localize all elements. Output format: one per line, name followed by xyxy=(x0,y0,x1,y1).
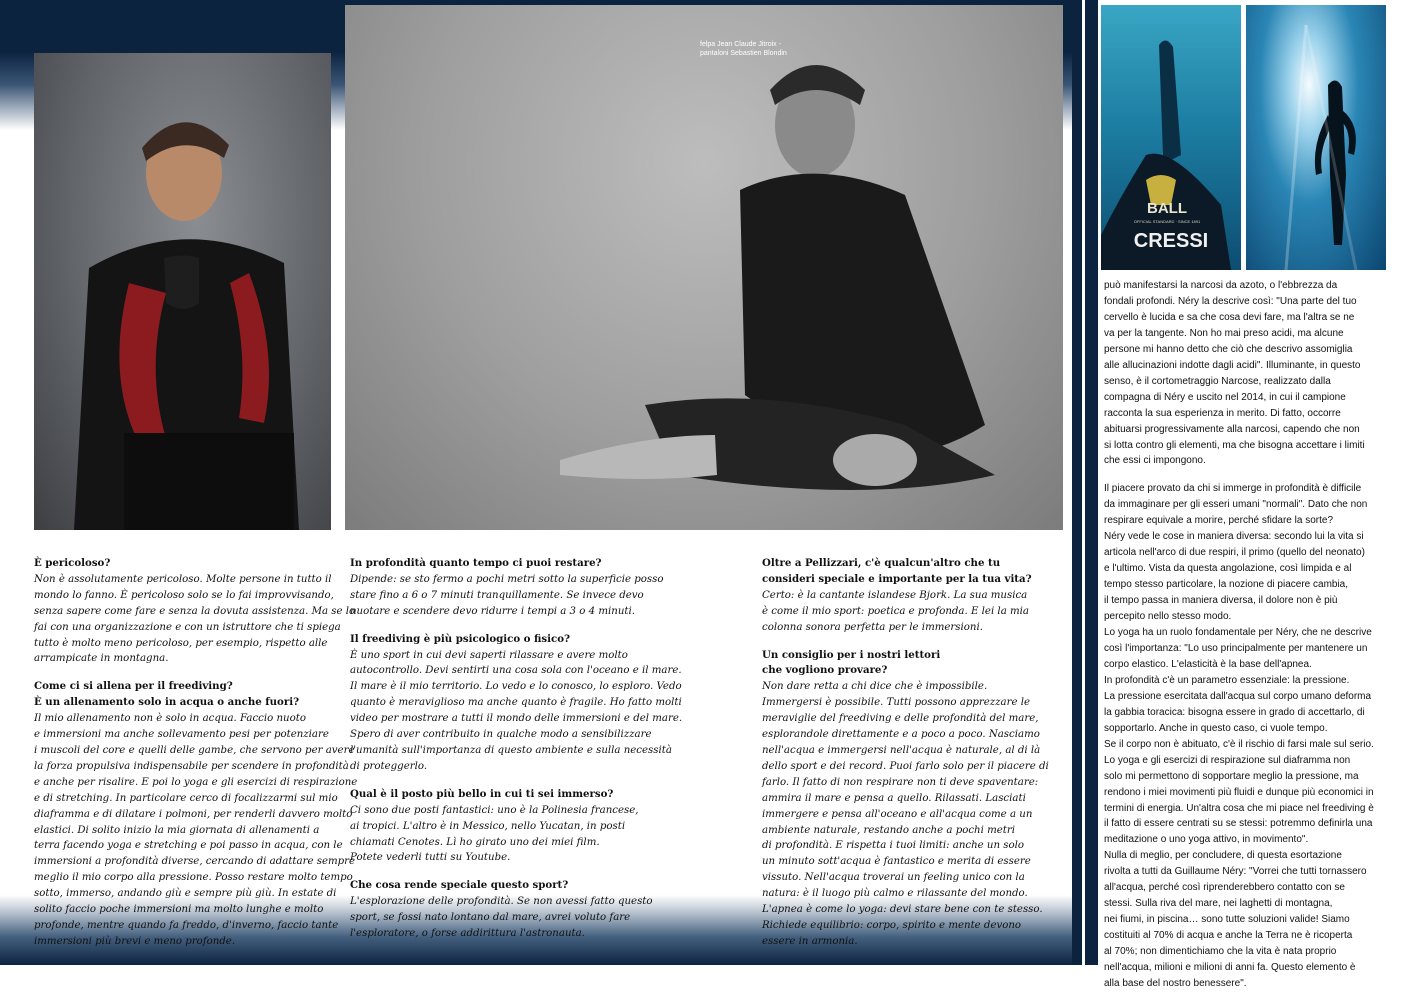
text-line: autocontrollo. Devi sentirti una cosa sola con l'oceano e il mare. xyxy=(350,665,682,677)
text-line: costituiti al 70% di acqua e anche la Terra ne è ricoperta xyxy=(1104,930,1353,942)
text-line: senza sapere come fare e senza la dovuta assistenza. Ma se lo xyxy=(34,605,356,617)
ball-logo: BALL xyxy=(1147,200,1187,217)
paragraph-gap xyxy=(1104,469,1404,481)
text-line: i muscoli del core e quelli delle gambe, che servono per avere xyxy=(34,744,355,756)
text-line: esplorandole direttamente e a poco a poco. Nasciamo xyxy=(762,729,1040,741)
text-line: rendono i miei movimenti più fluidi e dunque più economici in xyxy=(1104,786,1374,798)
text-line: dello sport e dei record. Puoi farlo solo per il piacere di xyxy=(762,760,1049,772)
paragraph-gap xyxy=(34,667,344,679)
text-line: senso, è il cortometraggio Narcose, realizzato dalla xyxy=(1104,375,1331,387)
portrait-photo-red-jacket xyxy=(34,53,331,530)
interview-column-2 xyxy=(350,556,683,942)
text-line: È pericoloso? xyxy=(34,557,111,569)
text-line: farlo. Il fatto di non respirare non ti deve spaventare: xyxy=(762,776,1039,788)
text-line: video per mostrare a tutti il mondo delle immersioni e del mare. xyxy=(350,713,683,725)
text-line: Richiede equilibrio: corpo, spirito e mente devono xyxy=(762,919,1022,931)
text-line: il fatto di essere centrati su se stessi: potremmo definirla una xyxy=(1104,818,1373,830)
text-line: ammira il mare e pensa a quello. Rilassati. Lasciati xyxy=(762,792,1026,804)
text-line: respirare equivale a morire, perché sfidare la sorte? xyxy=(1104,515,1333,527)
interview-question xyxy=(762,556,1062,588)
text-line: Che cosa rende speciale questo sport? xyxy=(350,879,569,892)
interview-answer xyxy=(34,711,358,950)
text-line: nuotare e scendere devo ridurre i tempi a 3 o 4 minuti. xyxy=(350,605,635,617)
text-line: immergere e pensa all'oceano e all'acqua come a un xyxy=(762,808,1033,820)
text-line: arrampicate in montagna. xyxy=(34,653,169,665)
text-line: Dipende: se sto fermo a pochi metri sotto la superficie posso xyxy=(350,573,664,585)
interview-question xyxy=(34,556,344,572)
article-paragraph xyxy=(1104,278,1404,469)
text-line: così l'importanza: "Lo uso principalmente per mantenere un xyxy=(1104,642,1368,654)
text-line: Nulla di meglio, per concludere, di questa esortazione xyxy=(1104,850,1342,862)
text-line: solito faccio poche immersioni ma molto lunghe e molto xyxy=(34,904,324,916)
text-line: all'acqua, perché così riprenderebbero contatto con se xyxy=(1104,882,1345,894)
paragraph-gap xyxy=(350,866,650,878)
text-line: elastici. Di solito inizio la mia giornata di allenamenti a xyxy=(34,824,320,836)
text-line: consideri speciale e importante per la tua vita? xyxy=(762,572,1032,585)
interview-question xyxy=(350,556,650,572)
text-line: Néry vede le cose in maniera diversa: secondo lui la vita si xyxy=(1104,531,1364,543)
text-line: sotto, immerso, andando giù e sempre più giù. In estate di xyxy=(34,888,337,900)
text-line: cervello è lucida e sa che cosa devi fare, ma l'altra se ne xyxy=(1104,311,1355,323)
text-line: nell'acqua, milioni e milioni di anni fa. Questo elemento è xyxy=(1104,962,1356,974)
text-line: e l'ultimo. Vista da questa angolazione, così limpida e al xyxy=(1104,563,1352,575)
text-line: Lo yoga ha un ruolo fondamentale per Néry, che ne descrive xyxy=(1104,627,1372,639)
interview-answer xyxy=(350,803,650,867)
photo-caption-2 xyxy=(700,41,787,58)
text-line: essere in armonia. xyxy=(762,935,858,947)
caption-line: felpa Jean Claude Jitroix - xyxy=(700,41,781,48)
text-line: di profondità. E rispetta i tuoi limiti: anche un solo xyxy=(762,840,1025,852)
text-line: da immaginare per gli esseri umani "normali". Dato che non xyxy=(1104,499,1368,511)
text-line: persone mi hanno detto che ciò che descrivo assomiglia xyxy=(1104,343,1353,355)
ball-subtext: OFFICIAL STANDARD · SINCE 1891 xyxy=(1133,219,1201,224)
text-line: al 70%; non dimentichiamo che la vita è nata proprio xyxy=(1104,946,1337,958)
text-line: percepito nello stesso modo. xyxy=(1104,611,1232,623)
text-line: immersioni a profondità diverse, cercando di adattare sempre xyxy=(34,856,356,868)
text-line: e immersioni ma anche sollevamento pesi per potenziare xyxy=(34,729,329,741)
text-line: Il mio allenamento non è solo in acqua. Faccio nuoto xyxy=(34,713,306,725)
text-line: compagna di Néry e uscito nel 2014, in cui il campione xyxy=(1104,391,1346,403)
article-column-4 xyxy=(1104,278,1404,992)
page-gutter xyxy=(1072,0,1098,965)
text-line: Il freediving è più psicologico o fisico? xyxy=(350,632,570,645)
text-line: meraviglie del freediving e delle profondità del mare, xyxy=(762,713,1039,725)
text-line: abituarsi progressivamente alla narcosi, capendo che non xyxy=(1104,423,1360,435)
text-line: di proteggerlo. xyxy=(350,760,428,772)
text-line: Un consiglio per i nostri lettori xyxy=(762,648,941,661)
interview-answer xyxy=(762,588,1062,636)
paragraph-gap xyxy=(350,620,650,632)
text-line: nell'acqua e immergersi nell'acqua è naturale, al di là xyxy=(762,744,1041,756)
text-line: In profondità c'è un parametro essenziale: la pressione. xyxy=(1104,674,1350,686)
text-line: fai con una organizzazione e con un istruttore che ti spiega xyxy=(34,621,341,633)
article-paragraph xyxy=(1104,481,1404,992)
text-line: vissuto. Nell'acqua troverai un feeling unico con la xyxy=(762,872,1025,884)
text-line: il tempo passa in maniera diversa, il dolore non è più xyxy=(1104,595,1338,607)
text-line: tutto è molto meno pericoloso, per esempio, rispetto alle xyxy=(34,637,328,649)
interview-question xyxy=(762,648,1062,680)
cressi-logo: CRESSI xyxy=(1133,230,1209,252)
text-line: alle allucinazioni indotte dagli acidi". Illuminante, in questo xyxy=(1104,359,1361,371)
interview-column-3 xyxy=(762,556,1062,950)
text-line: alla base del nostro benessere". xyxy=(1104,977,1247,989)
text-line: nei fiumi, in piscina… sono tutte soluzioni valide! Siamo xyxy=(1104,914,1350,926)
text-line: profonde, mentre quando fa freddo, d'inverno, faccio tante xyxy=(34,919,339,931)
interview-column-1 xyxy=(34,556,358,950)
text-line: Certo: è la cantante islandese Bjork. La sua musica xyxy=(762,589,1028,601)
text-line: Ci sono due posti fantastici: uno è la Polinesia francese, xyxy=(350,804,639,816)
text-line: termini di energia. Un'altra cosa che mi piace nel freediving è xyxy=(1104,802,1374,814)
text-line: Immergersi è possibile. Tutti possono apprezzare le xyxy=(762,697,1031,709)
text-line: Lo yoga e gli esercizi di respirazione sul diaframma non xyxy=(1104,754,1351,766)
text-line: Non è assolutamente pericoloso. Molte persone in tutto il xyxy=(34,573,332,585)
text-line: natura: è il luogo più calmo e rilassante del mondo. xyxy=(762,888,1028,900)
text-line: chiamati Cenotes. Lì ho girato uno dei miei film. xyxy=(350,836,600,848)
text-line: È un allenamento solo in acqua o anche fuori? xyxy=(34,696,300,709)
paragraph-gap xyxy=(762,636,1062,648)
text-line: stessi. Sulla riva del mare, nei laghetti di montagna, xyxy=(1104,898,1333,910)
text-line: Se il corpo non è abituato, c'è il rischio di farsi male sul serio. xyxy=(1104,738,1374,750)
text-line: l'esploratore, o forse addirittura l'astronauta. xyxy=(350,928,585,940)
text-line: immersioni più brevi e meno profonde. xyxy=(34,935,236,947)
text-line: che essi ci impongono. xyxy=(1104,455,1206,467)
text-line: meditazione o uno yoga attivo, in movimento". xyxy=(1104,834,1309,846)
text-line: meglio il mio corpo alla pressione. Posso restare molto tempo xyxy=(34,872,353,884)
text-line: L'apnea è come lo yoga: devi stare bene con te stesso. xyxy=(762,904,1043,916)
interview-answer xyxy=(350,894,653,942)
interview-answer xyxy=(34,572,356,667)
text-line: sport, se fossi nato lontano dal mare, avrei voluto fare xyxy=(350,912,631,924)
text-line: articola nell'arco di due respiri, il primo (quello del neonato) xyxy=(1104,547,1365,559)
text-line: si lotta contro gli elementi, ma che bisogna accettare i limiti xyxy=(1104,439,1365,451)
text-line: È uno sport in cui devi saperti rilassare e avere molto xyxy=(350,649,628,661)
text-line: Potete vederli tutti su Youtube. xyxy=(350,852,511,864)
text-line: è come il mio sport: poetica e profonda. E lei la mia xyxy=(762,605,1029,617)
text-line: ai tropici. L'altro è in Messico, nello Yucatan, in posti xyxy=(350,820,626,832)
text-line: e anche per risalire. E poi lo yoga e gli esercizi di respirazione xyxy=(34,776,358,788)
gutter-divider xyxy=(1082,0,1085,965)
text-line: Il piacere provato da chi si immerge in profondità è difficile xyxy=(1104,483,1362,495)
text-line: colonna sonora perfetta per le immersioni. xyxy=(762,621,983,633)
sitting-portrait-photo xyxy=(345,5,1063,530)
text-line: solo mi permettono di sopportare meglio la pressione, ma xyxy=(1104,770,1359,782)
text-line: In profondità quanto tempo ci puoi restare? xyxy=(350,557,602,569)
text-line: La pressione esercitata dall'acqua sul corpo umano deforma xyxy=(1104,690,1372,702)
caption-line: pantaloni Sebastien Blondin xyxy=(700,49,787,57)
text-line: che vogliono provare? xyxy=(762,664,888,677)
text-line: diaframma e di dilatare i polmoni, per renderli davvero molto xyxy=(34,808,353,820)
text-line: stare fino a 6 o 7 minuti tranquillamente. Se invece devo xyxy=(350,589,644,601)
text-line: tempo stesso particolare, la nozione di piacere cambia, xyxy=(1104,579,1349,591)
text-line: racconta la sua esperienza in merito. Di fatto, occorre xyxy=(1104,407,1341,419)
interview-answer xyxy=(350,648,683,775)
interview-question xyxy=(350,632,650,648)
text-line: la gabbia toracica: bisogna essere in grado di accettarlo, di xyxy=(1104,706,1365,718)
text-line: sopportarlo. Anche in questo caso, ci vuole tempo. xyxy=(1104,722,1328,734)
text-line: l'umanità sull'importanza di questo ambiente e sulla necessità xyxy=(350,744,672,756)
text-line: la forza propulsiva indispensabile per scendere in profondità xyxy=(34,760,349,772)
text-line: Spero di aver contribuito in qualche modo a sensibilizzare xyxy=(350,729,652,741)
text-line: L'esplorazione delle profondità. Se non avessi fatto questo xyxy=(350,896,653,908)
text-line: rivolta a tutti da Guillaume Néry: "Vorrei che tutti tornassero xyxy=(1104,866,1367,878)
text-line: ambiente naturale, restando anche a pochi metri xyxy=(762,824,1016,836)
interview-question xyxy=(350,878,650,894)
text-line: Come ci si allena per il freediving? xyxy=(34,680,233,693)
text-line: mondo lo fanno. È pericoloso solo se lo fai improvvisando, xyxy=(34,589,334,601)
interview-answer xyxy=(762,679,1062,949)
text-line: un minuto sott'acqua è fantastico e merita di essere xyxy=(762,856,1031,868)
text-line: va per la tangente. Non ho mai preso acidi, ma alcune xyxy=(1104,327,1344,339)
diver-sunlight-photo xyxy=(1246,5,1386,270)
paragraph-gap xyxy=(350,775,650,787)
text-line: e di stretching. In particolare cerco di focalizzarmi sul mio xyxy=(34,792,338,804)
text-line: Non dare retta a chi dice che è impossibile. xyxy=(762,681,988,693)
text-line: può manifestarsi la narcosi da azoto, o l'ebbrezza da xyxy=(1104,280,1338,291)
text-line: corpo elastico. L'elasticità è la base dell'apnea. xyxy=(1104,658,1312,670)
text-line: Qual è il posto più bello in cui ti sei immerso? xyxy=(350,787,614,800)
interview-question xyxy=(350,787,650,803)
text-line: Il mare è il mio territorio. Lo vedo e lo conosco, lo esploro. Vedo xyxy=(350,681,682,693)
diver-fins-photo xyxy=(1101,5,1241,270)
interview-question xyxy=(34,679,344,711)
text-line: Oltre a Pellizzari, c'è qualcun'altro che tu xyxy=(762,557,1001,569)
text-line: quanto è meraviglioso ma anche quanto è fragile. Ho fatto molti xyxy=(350,697,682,709)
text-line: terra facendo yoga e stretching e poi passo in acqua, con le xyxy=(34,840,343,852)
text-line: fondali profondi. Néry la descrive così: "Una parte del tuo xyxy=(1104,295,1357,307)
interview-answer xyxy=(350,572,664,620)
